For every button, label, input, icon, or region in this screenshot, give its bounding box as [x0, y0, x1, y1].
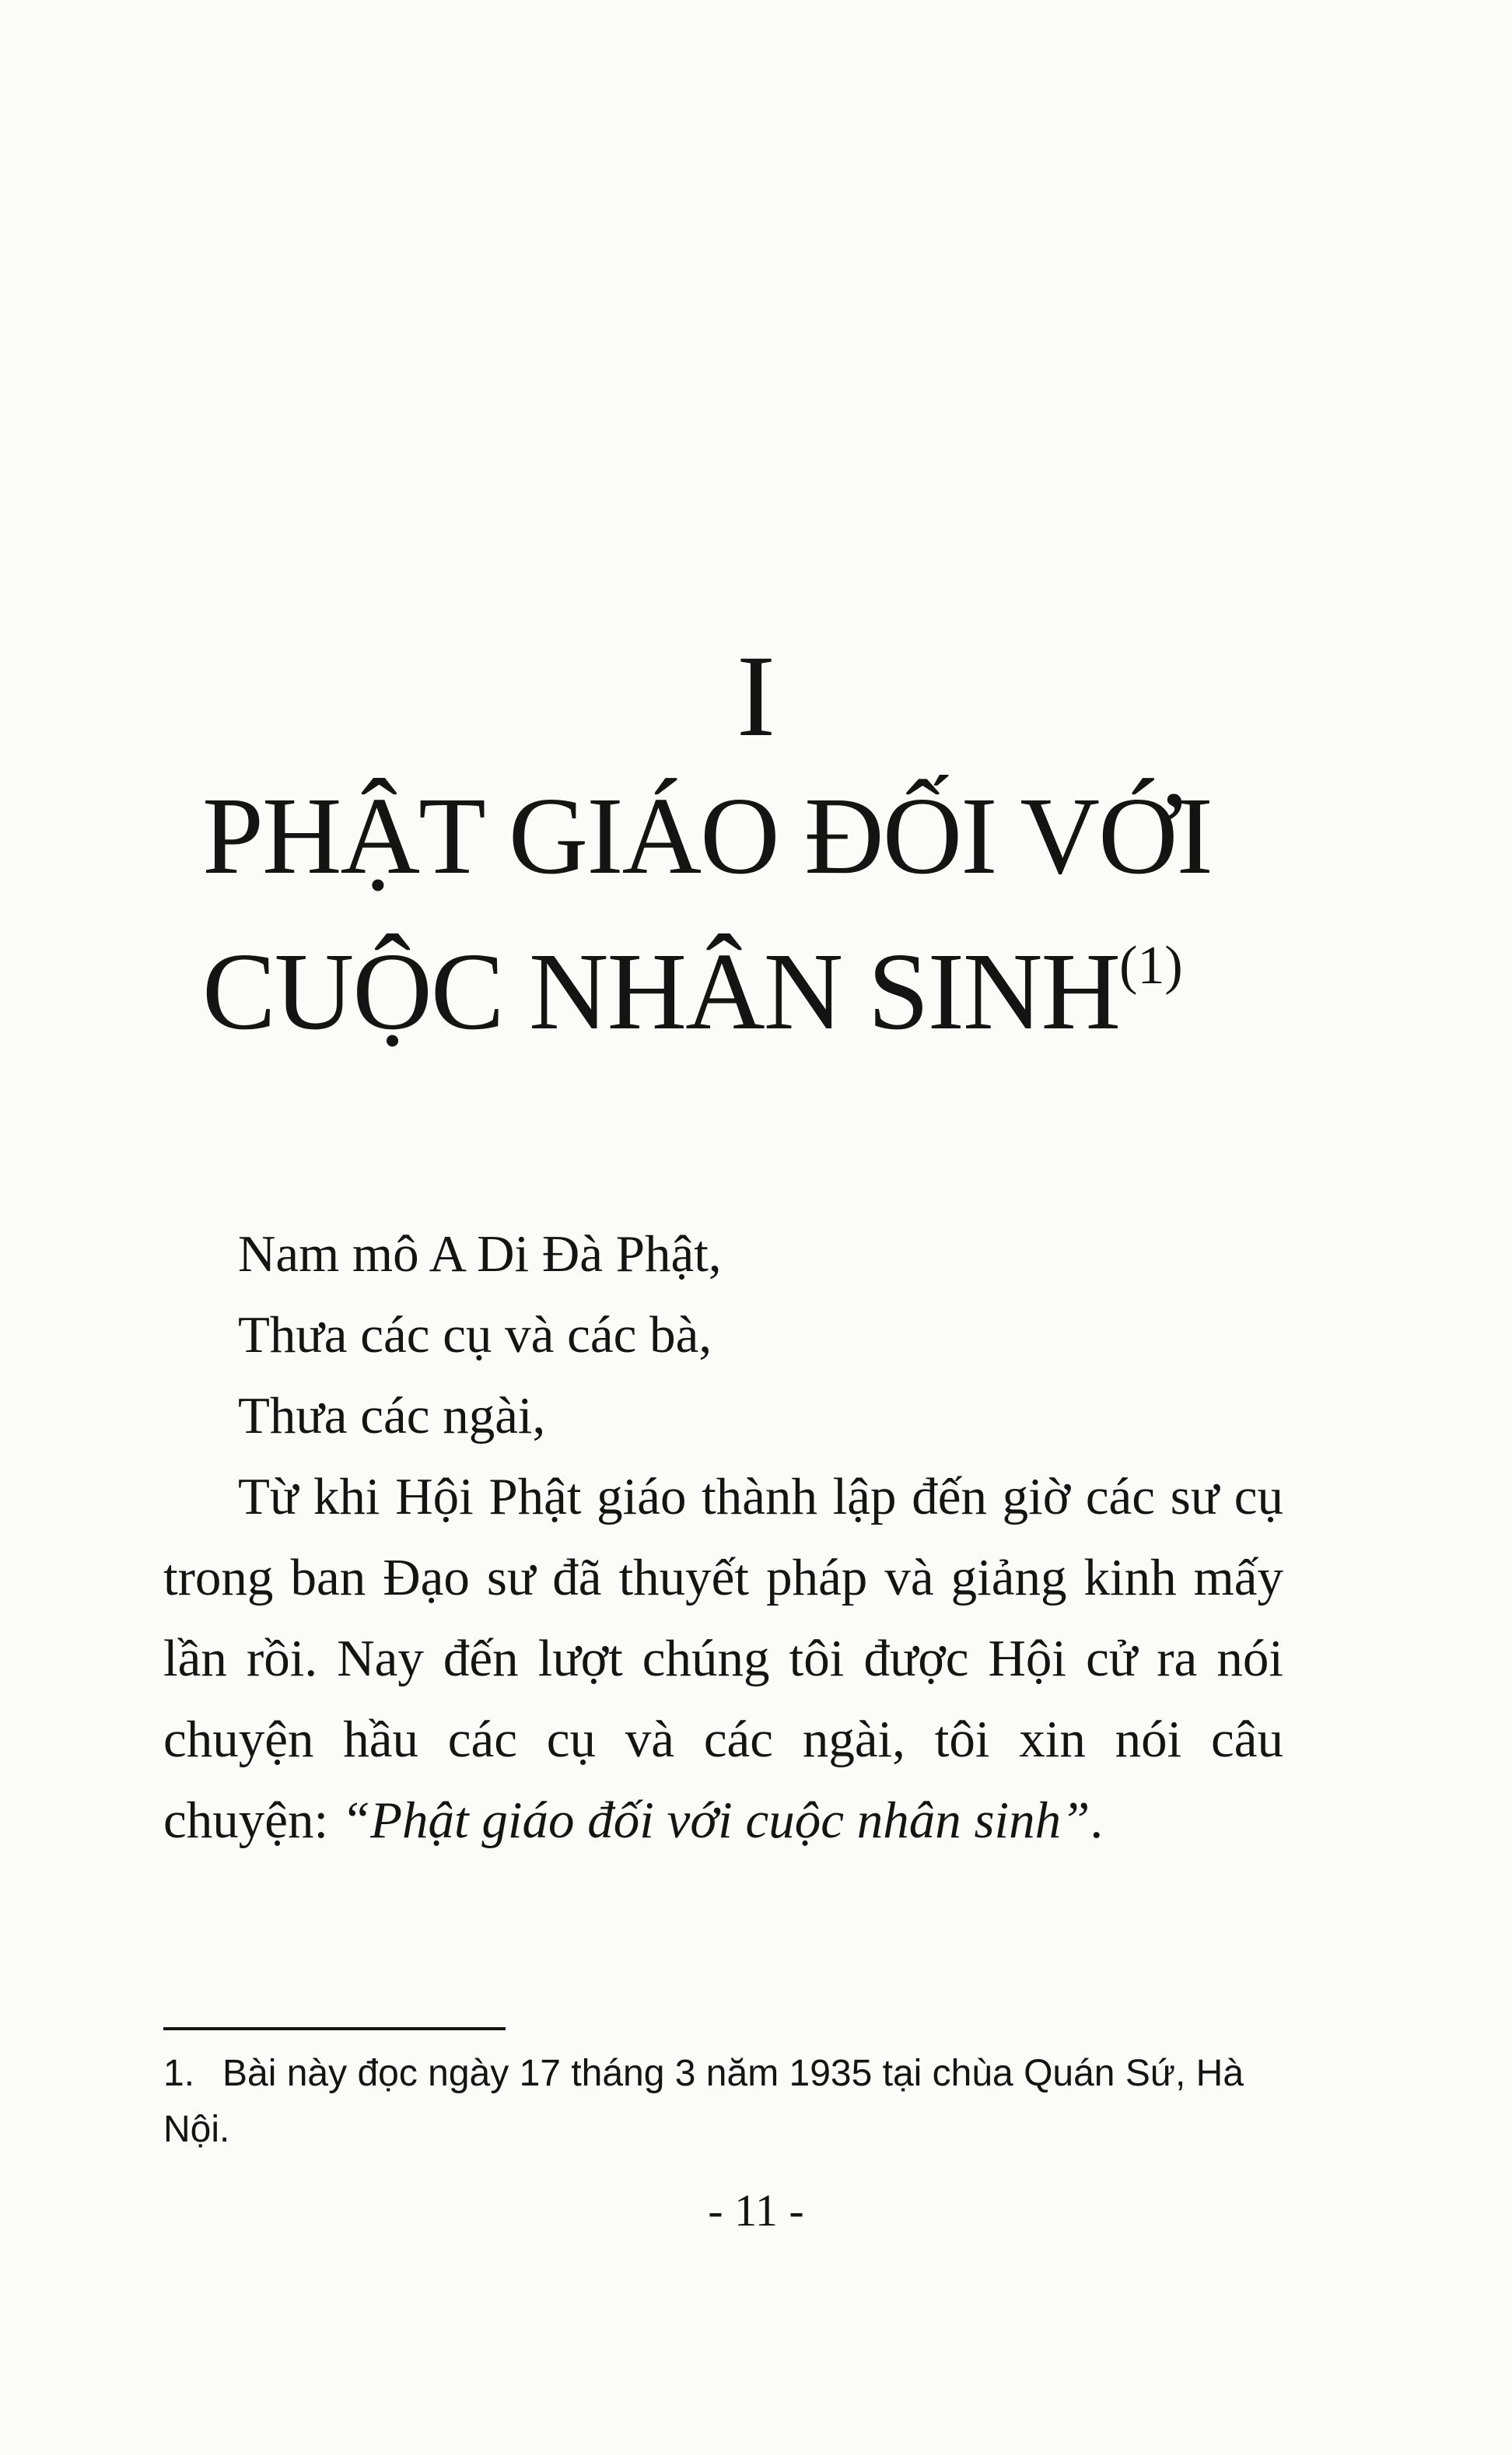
greeting-line-2: Thưa các cụ và các bà, — [238, 1306, 712, 1364]
page-number: - 11 - — [708, 2185, 804, 2236]
footnote — [163, 2046, 1314, 2158]
intro-paragraph-text: Từ khi Hội Phật giáo thành lập đến giờ các sư cụ trong ban Đạo sư đã thuyết pháp và giảng kinh mấy lần rồi. Nay đến lượt chúng tôi được Hội cử ra nói chuyện hầu các cụ và các ngài, tôi xin nói câu chuyện: — [163, 1468, 1283, 1849]
chapter-title-line-1: PHẬT GIÁO ĐỐI VỚI — [202, 774, 1212, 897]
footnote-number: 1. — [163, 2053, 195, 2094]
intro-paragraph-quote: “Phật giáo đối với cuộc nhân sinh” — [341, 1791, 1090, 1849]
greeting-line-3: Thưa các ngài, — [238, 1387, 546, 1445]
footnote-reference[interactable]: (1) — [1119, 936, 1183, 996]
greeting-line-1: Nam mô A Di Đà Phật, — [238, 1225, 722, 1283]
chapter-title — [202, 770, 1307, 1056]
chapter-number: I — [737, 632, 775, 761]
body-text — [163, 1213, 1283, 1861]
footnote-divider — [163, 2027, 506, 2030]
intro-paragraph — [163, 1456, 1283, 1861]
footnote-text: Bài này đọc ngày 17 tháng 3 năm 1935 tại chùa Quán Sứ, Hà Nội. — [163, 2053, 1244, 2150]
intro-paragraph-end: . — [1090, 1791, 1104, 1849]
chapter-title-line-2-text: CUỘC NHÂN SINH — [202, 930, 1120, 1052]
chapter-title-line-2 — [202, 901, 1307, 1056]
